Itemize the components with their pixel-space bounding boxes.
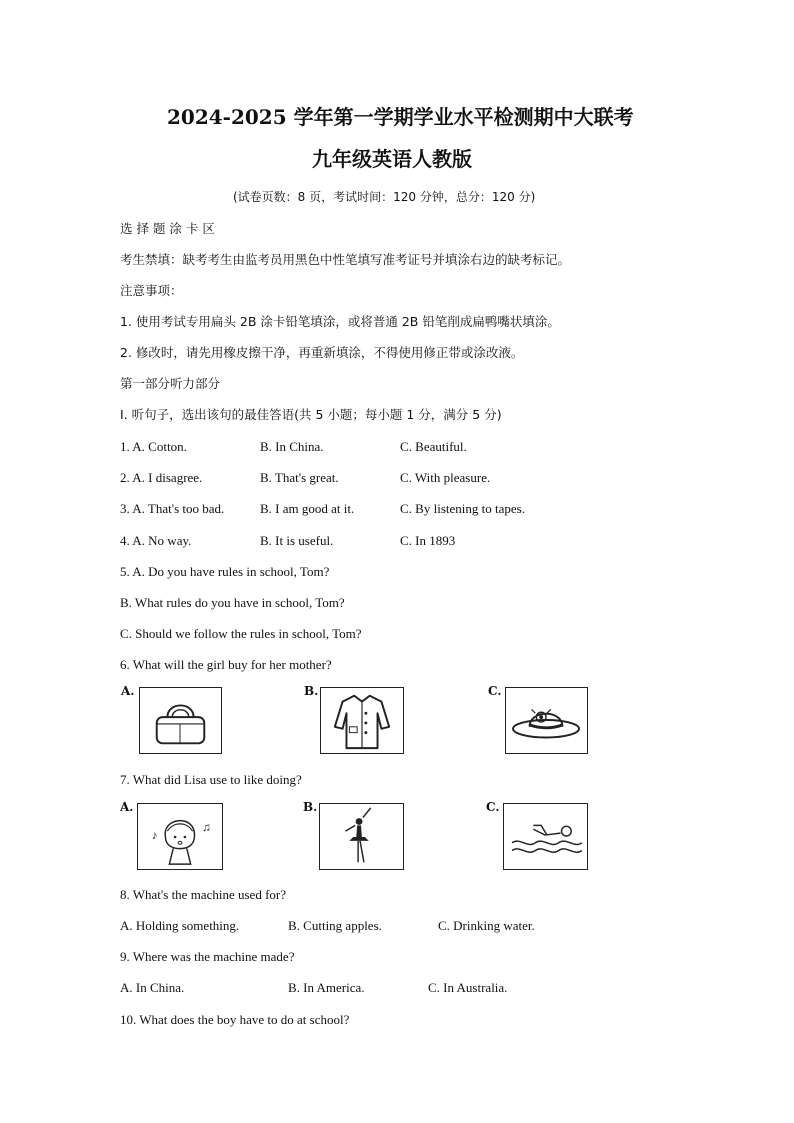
q4-option-c: C. In 1893 (400, 533, 456, 548)
q3-option-a: 3. A. That's too bad. (120, 501, 225, 516)
q5-option-b: B. What rules do you have in school, Tom? (120, 595, 345, 610)
notice-item: 1. 使用考试专用扁头 2B 涂卡铅笔填涂，或将普通 2B 铅笔削成扁鸭嘴状填涂。 (120, 314, 560, 329)
singing-girl-icon (138, 804, 222, 869)
q6-picture-b (320, 687, 404, 754)
q7-picture-a (137, 803, 223, 870)
page-title: 2024-2025 学年第一学期学业水平检测期中大联考 (167, 105, 634, 129)
exam-info: (试卷页数：8 页，考试时间：120 分钟，总分：120 分) (233, 190, 536, 204)
q2-option-b: B. That's great. (260, 470, 339, 485)
q9-option-b: B. In America. (288, 980, 365, 995)
swimmer-icon (504, 804, 587, 869)
hat-icon (506, 688, 587, 753)
q5-option-c: C. Should we follow the rules in school, Tom? (120, 626, 362, 641)
q8-option-a: A. Holding something. (120, 918, 240, 933)
ballet-dancer-icon (320, 804, 403, 869)
part-title: 第一部分听力部分 (120, 376, 221, 391)
handbag-icon (140, 688, 221, 753)
q9-stem: 9. Where was the machine made? (120, 949, 295, 964)
q6-label-b: B. (304, 684, 319, 698)
q3-option-b: B. I am good at it. (260, 501, 355, 516)
q7-label-b: B. (303, 800, 318, 814)
q4-option-b: B. It is useful. (260, 533, 334, 548)
absent-note: 考生禁填：缺考考生由监考员用黑色中性笔填写准考证号并填涂右边的缺考标记。 (120, 252, 571, 267)
q10-stem: 10. What does the boy have to do at school? (120, 1012, 350, 1027)
svg-text:♫: ♫ (202, 821, 212, 835)
q7-stem: 7. What did Lisa use to like doing? (120, 772, 302, 787)
q4-option-a: 4. A. No way. (120, 533, 192, 548)
q1-option-c: C. Beautiful. (400, 439, 467, 454)
answer-area-label: 选 择 题 涂 卡 区 (120, 221, 215, 236)
q6-picture-a (139, 687, 222, 754)
q8-stem: 8. What's the machine used for? (120, 887, 286, 902)
q9-option-a: A. In China. (120, 980, 185, 995)
q6-label-a: A. (121, 684, 135, 698)
q5-option-a: 5. A. Do you have rules in school, Tom? (120, 564, 330, 579)
svg-text:♪: ♪ (151, 828, 158, 842)
q2-option-c: C. With pleasure. (400, 470, 491, 485)
section-instruction: I. 听句子，选出该句的最佳答语(共 5 小题；每小题 1 分，满分 5 分) (120, 407, 502, 422)
q6-label-c: C. (488, 684, 502, 698)
notice-title: 注意事项： (120, 283, 183, 298)
q2-option-a: 2. A. I disagree. (120, 470, 203, 485)
q1-option-b: B. In China. (260, 439, 324, 454)
q8-option-b: B. Cutting apples. (288, 918, 382, 933)
q7-label-a: A. (120, 800, 134, 814)
notice-item: 2. 修改时，请先用橡皮擦干净，再重新填涂，不得使用修正带或涂改液。 (120, 345, 524, 360)
q9-option-c: C. In Australia. (428, 980, 508, 995)
q7-picture-b (319, 803, 404, 870)
q8-option-c: C. Drinking water. (438, 918, 535, 933)
coat-icon (321, 688, 403, 753)
q7-label-c: C. (486, 800, 500, 814)
q6-stem: 6. What will the girl buy for her mother? (120, 657, 332, 672)
q3-option-c: C. By listening to tapes. (400, 501, 525, 516)
page-subtitle: 九年级英语人教版 (312, 147, 472, 171)
q7-picture-c (503, 803, 588, 870)
q6-picture-c (505, 687, 588, 754)
q1-option-a: 1. A. Cotton. (120, 439, 187, 454)
